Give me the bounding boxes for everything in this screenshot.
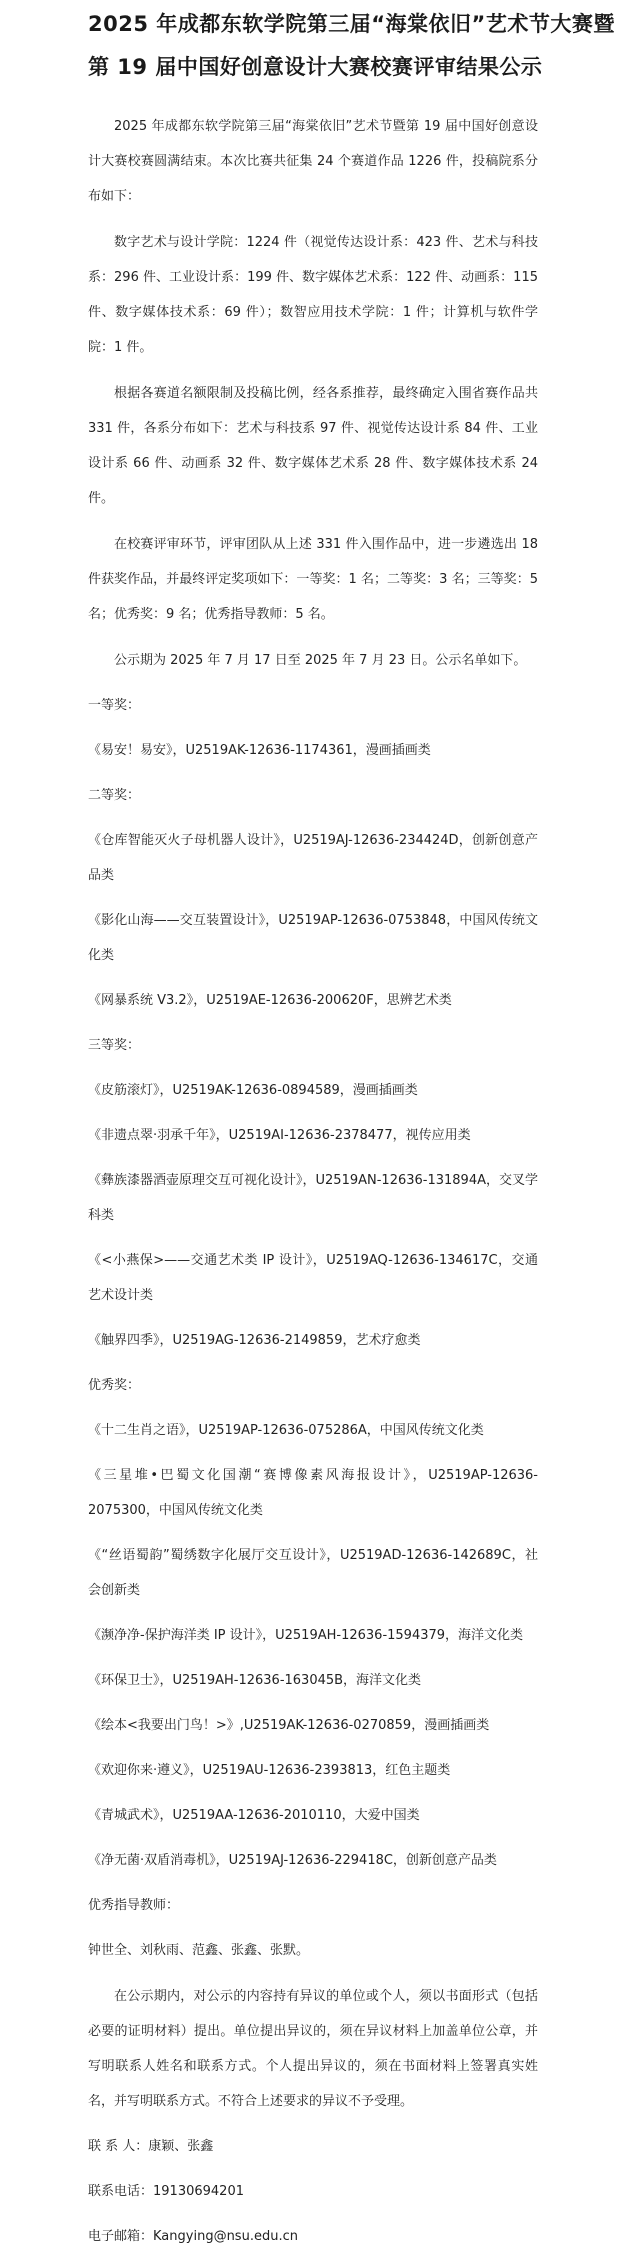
contact-email-label: 电子邮箱： bbox=[88, 2229, 154, 2244]
third-prize-item: 《触界四季》，U2519AG-12636-2149859，艺术疗愈类 bbox=[88, 1333, 421, 1348]
excellent-award-item: 《三星堆•巴蜀文化国潮“赛博像素风海报设计》，U2519AP-12636-2075300，中国风传统文化类 bbox=[88, 1468, 538, 1518]
contact-email-value: Kangying@nsu.edu.cn bbox=[153, 2229, 298, 2244]
excellent-award-item: 《濒净净-保护海洋类 IP 设计》，U2519AH-12636-1594379，海洋文化类 bbox=[88, 1628, 524, 1643]
third-prize-heading: 三等奖： bbox=[88, 1038, 141, 1053]
teacher-award-names: 钟世全、刘秋雨、范鑫、张鑫、张默。 bbox=[88, 1943, 310, 1958]
intro-paragraph-1: 2025 年成都东软学院第三届“海棠依旧”艺术节暨第 19 届中国好创意设计大赛校赛圆满结束。本次比赛共征集 24 个赛道作品 1226 件，投稿院系分布如下： bbox=[88, 119, 538, 204]
contact-email bbox=[88, 2219, 538, 2254]
contact-phone-label: 联系电话： bbox=[88, 2184, 154, 2199]
title-line-2: 第 19 届中国好创意设计大赛校赛评审结果公示 bbox=[88, 55, 543, 79]
first-prize-item: 《易安！易安》，U2519AK-12636-1174361，漫画插画类 bbox=[88, 743, 431, 758]
title-line-1: 2025 年成都东软学院第三届“海棠依旧”艺术节大赛暨 bbox=[88, 12, 615, 36]
excellent-award-item: 《十二生肖之语》，U2519AP-12636-075286A，中国风传统文化类 bbox=[88, 1423, 484, 1438]
second-prize-item: 《网暴系统 V3.2》，U2519AE-12636-200620F，思辨艺术类 bbox=[88, 993, 452, 1008]
third-prize-item: 《<小燕保>——交通艺术类 IP 设计》，U2519AQ-12636-134617C，交通艺术设计类 bbox=[88, 1253, 538, 1303]
excellent-award-item: 《绘本<我要出门鸟！>》,U2519AK-12636-0270859，漫画插画类 bbox=[88, 1718, 490, 1733]
second-prize-item: 《影化山海——交互装置设计》，U2519AP-12636-0753848，中国风传统文化类 bbox=[88, 913, 538, 963]
teacher-award-heading: 优秀指导教师： bbox=[88, 1898, 180, 1913]
excellent-award-item: 《“丝语蜀韵”蜀绣数字化展厅交互设计》，U2519AD-12636-142689C，社会创新类 bbox=[88, 1548, 538, 1598]
first-prize-heading: 一等奖： bbox=[88, 698, 141, 713]
second-prize-item: 《仓库智能灭火子母机器人设计》，U2519AJ-12636-234424D，创新创意产品类 bbox=[88, 833, 538, 883]
intro-paragraph-3: 根据各赛道名额限制及投稿比例，经各系推荐，最终确定入围省赛作品共 331 件，各系分布如下：艺术与科技系 97 件、视觉传达设计系 84 件、工业设计系 66 件、动画系 32 件、数字媒体艺术系 28 件、数字媒体技术系 24 件。 bbox=[88, 386, 538, 506]
excellent-award-heading: 优秀奖： bbox=[88, 1378, 141, 1393]
third-prize-item: 《彝族漆器酒壶原理交互可视化设计》，U2519AN-12636-131894A，交叉学科类 bbox=[88, 1173, 538, 1223]
objection-paragraph: 在公示期内，对公示的内容持有异议的单位或个人，须以书面形式（包括必要的证明材料）提出。单位提出异议的，须在异议材料上加盖单位公章，并写明联系人姓名和联系方式。个人提出异议的，须在书面材料上签署真实姓名，并写明联系方式。不符合上述要求的异议不予受理。 bbox=[88, 1989, 538, 2109]
excellent-award-item: 《青城武术》，U2519AA-12636-2010110，大爱中国类 bbox=[88, 1808, 420, 1823]
contact-person-label: 联 系 人： bbox=[88, 2139, 149, 2154]
intro-paragraph-4: 在校赛评审环节，评审团队从上述 331 件入围作品中，进一步遴选出 18 件获奖作品，并最终评定奖项如下：一等奖：1 名；二等奖：3 名；三等奖：5 名；优秀奖：9 名；优秀指导教师：5 名。 bbox=[88, 537, 538, 622]
excellent-award-item: 《净无菌·双盾消毒机》，U2519AJ-12636-229418C，创新创意产品类 bbox=[88, 1853, 497, 1868]
second-prize-heading: 二等奖： bbox=[88, 788, 141, 803]
page-title bbox=[88, 4, 615, 87]
contact-phone-value: 19130694201 bbox=[153, 2184, 244, 2199]
contact-person-value: 康颖、张鑫 bbox=[148, 2139, 214, 2154]
contact-person bbox=[88, 2129, 538, 2164]
contact-phone bbox=[88, 2174, 538, 2209]
intro-paragraph-5: 公示期为 2025 年 7 月 17 日至 2025 年 7 月 23 日。公示名单如下。 bbox=[114, 653, 527, 668]
intro-paragraph-2: 数字艺术与设计学院：1224 件（视觉传达设计系：423 件、艺术与科技系：296 件、工业设计系：199 件、数字媒体艺术系：122 件、动画系：115 件、数字媒体技术系：69 件）；数智应用技术学院：1 件；计算机与软件学院：1 件。 bbox=[88, 235, 538, 355]
excellent-award-item: 《欢迎你来·遵义》，U2519AU-12636-2393813，红色主题类 bbox=[88, 1763, 451, 1778]
third-prize-item: 《非遗点翠·羽承千年》，U2519AI-12636-2378477，视传应用类 bbox=[88, 1128, 471, 1143]
third-prize-item: 《皮筋滚灯》，U2519AK-12636-0894589，漫画插画类 bbox=[88, 1083, 418, 1098]
excellent-award-item: 《环保卫士》，U2519AH-12636-163045B，海洋文化类 bbox=[88, 1673, 422, 1688]
